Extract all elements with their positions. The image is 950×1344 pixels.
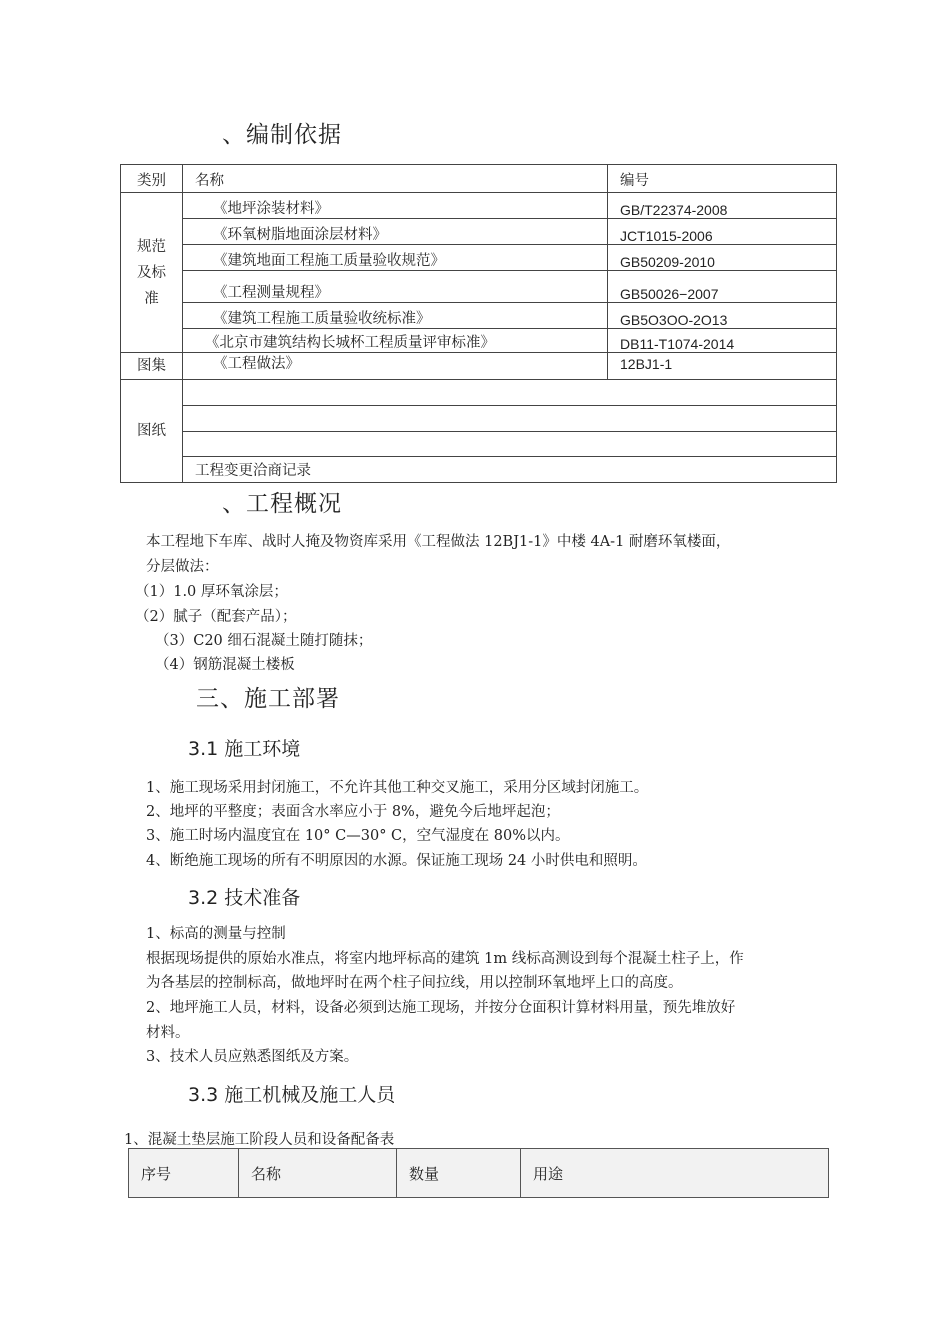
tech-line: 3、技术人员应熟悉图纸及方案。: [146, 1049, 359, 1065]
header-code: 编号: [608, 165, 837, 193]
norm-code: GB/T22374-2008: [608, 193, 837, 219]
layer-item: （2）腻子（配套产品）；: [135, 609, 297, 625]
header-purpose: 用途: [521, 1149, 829, 1198]
layer-item: （1）1.0 厚环氧涂层；: [135, 584, 288, 600]
header-name: 名称: [183, 165, 608, 193]
env-item: 4、断绝施工现场的所有不明原因的水源。保证施工现场 24 小时供电和照明。: [146, 853, 647, 869]
subsection-title: 3.3 施工机械及施工人员: [188, 1084, 396, 1106]
section2-title: 、工程概况: [222, 491, 342, 517]
overview-para: 本工程地下车库、战时人掩及物资库采用《工程做法 12BJ1-1》中楼 4A-1 耐磨环氧楼面，: [146, 534, 731, 550]
tech-line: 1、标高的测量与控制: [146, 926, 286, 942]
layer-item: （4）钢筋混凝土楼板: [155, 657, 295, 673]
category-drawings: 图纸: [121, 380, 183, 483]
header-quantity: 数量: [397, 1149, 521, 1198]
tech-line: 为各基层的控制标高，做地坪时在两个柱子间拉线，用以控制环氧地坪上口的高度。: [146, 975, 683, 991]
basis-table: [120, 164, 837, 483]
table-caption: 1、混凝土垫层施工阶段人员和设备配备表: [124, 1132, 395, 1148]
header-category: 类别: [121, 165, 183, 193]
env-item: 2、地坪的平整度；表面含水率应小于 8%，避免今后地坪起泡；: [146, 804, 560, 820]
tech-line: 材料。: [146, 1025, 190, 1041]
tech-line: 2、地坪施工人员，材料，设备必须到达施工现场，并按分仓面积计算材料用量，预先堆放好: [146, 1000, 736, 1016]
section3-title: 三、施工部署: [196, 686, 340, 712]
drawings-row: 工程变更洽商记录: [183, 457, 837, 483]
category-norms: 规范及标准: [121, 193, 183, 353]
norm-name: 《建筑工程施工质量验收统标准》: [183, 303, 608, 329]
norm-code: DB11-T1074-2014: [608, 329, 837, 353]
overview-para: 分层做法：: [146, 559, 219, 575]
norm-name: 《北京市建筑结构长城杯工程质量评审标准》: [183, 329, 608, 353]
layer-item: （3）C20 细石混凝土随打随抹；: [155, 633, 373, 649]
subsection-title: 3.1 施工环境: [188, 738, 301, 760]
header-name: 名称: [239, 1149, 397, 1198]
norm-name: 《地坪涂装材料》: [183, 193, 608, 219]
category-atlas: 图集: [121, 353, 183, 380]
subsection-title: 3.2 技术准备: [188, 887, 301, 909]
atlas-code: 12BJ1-1: [608, 353, 837, 380]
env-item: 1、施工现场采用封闭施工，不允许其他工种交叉施工，采用分区域封闭施工。: [146, 780, 649, 796]
norm-code: GB50026−2007: [608, 271, 837, 303]
env-item: 3、施工时场内温度宜在 10° C—30° C，空气湿度在 80%以内。: [146, 828, 570, 844]
tech-line: 根据现场提供的原始水准点，将室内地坪标高的建筑 1m 线标高测设到每个混凝土柱子上，作: [146, 951, 744, 967]
norm-name: 《建筑地面工程施工质量验收规范》: [183, 245, 608, 271]
norm-code: JCT1015-2006: [608, 219, 837, 245]
drawings-row: [183, 380, 837, 406]
norm-name: 《工程测量规程》: [183, 271, 608, 303]
norm-name: 《环氧树脂地面涂层材料》: [183, 219, 608, 245]
atlas-name: 《工程做法》: [183, 353, 608, 380]
header-index: 序号: [129, 1149, 239, 1198]
norm-code: GB50209-2010: [608, 245, 837, 271]
section1-title: 、编制依据: [222, 122, 342, 148]
drawings-row: [183, 432, 837, 457]
drawings-row: [183, 406, 837, 432]
staff-table: [128, 1148, 829, 1198]
norm-code: GB5O3OO-2O13: [608, 303, 837, 329]
